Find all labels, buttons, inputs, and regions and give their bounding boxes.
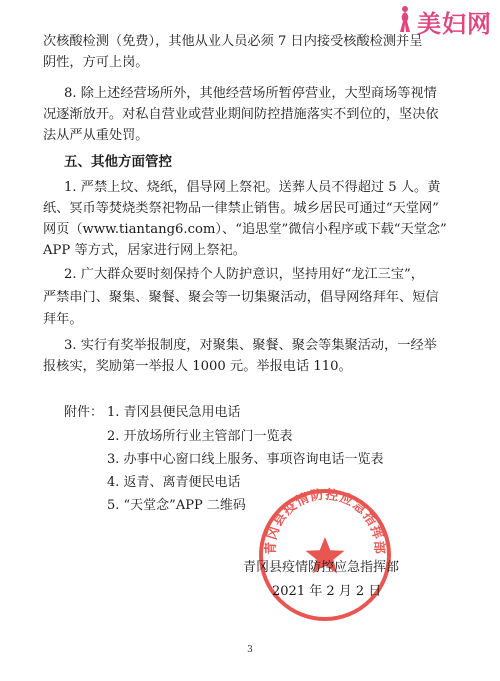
watermark-text: 美妇网	[417, 9, 492, 38]
page-number: 3	[247, 645, 253, 655]
seal-text: 青冈县疫情防控应急指挥部	[263, 487, 387, 555]
paragraph-line: 2. 广大群众要时刻保持个人防护意识，坚持用好“龙江三宝”，	[64, 267, 424, 282]
attachment-item: 4. 返青、离青便民电话	[107, 475, 241, 490]
paragraph-line: 次核酸检测（免费），其他从业人员必须 7 日内接受核酸检测并呈	[43, 34, 423, 49]
section-heading: 五、其他方面管控	[64, 154, 172, 170]
paragraph-line: 纸、冥币等焚烧类祭祀物品一律禁止销售。城乡居民可通过“天堂网”	[43, 201, 439, 216]
signature-org: 青冈县疫情防控应急指挥部	[243, 560, 400, 575]
official-seal	[255, 485, 395, 625]
attachment-item: 2. 开放场所行业主管部门一览表	[107, 429, 293, 444]
signature-date: 2021 年 2 月 2 日	[272, 584, 382, 599]
paragraph-line: 网页（www.tiantang6.com）、“追思堂”微信小程序或下载“天堂念”	[43, 222, 447, 237]
attachments-label: 附件：	[64, 405, 104, 420]
paragraph-line: 法从严从重处罚。	[43, 128, 149, 143]
paragraph-line: 阴性，方可上岗。	[43, 55, 149, 70]
attachment-item: 5. “天堂念”APP 二维码	[107, 498, 246, 513]
site-watermark	[342, 4, 492, 38]
paragraph-line: 报核实，奖励第一举报人 1000 元。举报电话 110。	[43, 359, 352, 374]
paragraph-line: APP 等方式，居家进行网上祭祀。	[43, 243, 246, 258]
paragraph-line: 严禁串门、聚集、聚餐、聚会等一切集聚活动，倡导网络拜年、短信	[43, 290, 439, 305]
paragraph-line: 1. 严禁上坟、烧纸，倡导网上祭祀。送葬人员不得超过 5 人。黄	[64, 180, 441, 195]
woman-silhouette-icon	[397, 5, 413, 37]
attachment-item: 1. 青冈县便民急用电话	[107, 405, 241, 420]
paragraph-line: 况逐渐放开。对私自营业或营业期间防控措施落实不到位的，坚决依	[43, 107, 439, 122]
attachment-item: 3. 办事中心窗口线上服务、事项咨询电话一览表	[107, 452, 384, 467]
paragraph-line: 3. 实行有奖举报制度，对聚集、聚餐、聚会等集聚活动，一经举	[64, 338, 437, 353]
paragraph-line: 拜年。	[43, 312, 83, 327]
paragraph-line: 8. 除上述经营场所外，其他经营场所暂停营业，大型商场等视情	[64, 86, 437, 101]
